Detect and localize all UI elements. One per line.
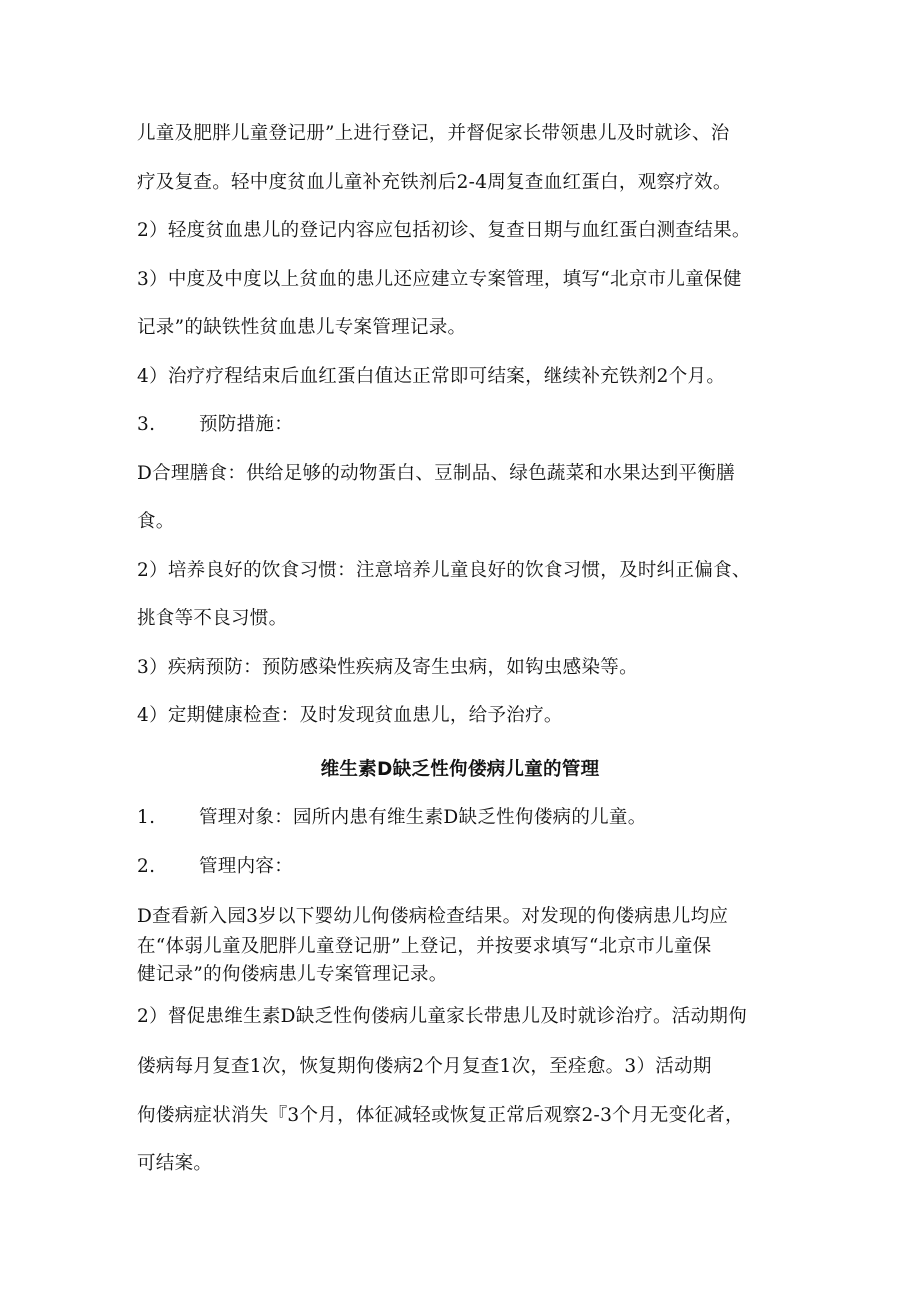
paragraph-line: 记录”的缺铁性贫血患儿专案管理记录。 [137, 317, 467, 338]
prevention-line: 食。 [137, 511, 175, 532]
prevention-line: 3）疾病预防：预防感染性疾病及寄生虫病，如钩虫感染等。 [137, 657, 638, 678]
paragraph-line: 2）轻度贫血患儿的登记内容应包括初诊、复查日期与血红蛋白测查结果。 [137, 220, 751, 241]
content-line: 可结案。 [137, 1153, 213, 1174]
prevention-line: D合理膳食：供给足够的动物蛋白、豆制品、绿色蔬菜和水果达到平衡膳 [137, 463, 735, 484]
numbered-item [137, 806, 647, 830]
content-line: D查看新入园3岁以下婴幼儿佝偻病检查结果。对发现的佝偻病患儿均应 [137, 906, 729, 927]
section-title: 维生素D缺乏性佝偻病儿童的管理 [320, 759, 600, 780]
paragraph-line: 3）中度及中度以上贫血的患儿还应建立专案管理，填写“北京市儿童保健 [137, 269, 742, 290]
numbered-item [137, 855, 293, 879]
item-number: 1. [137, 807, 156, 828]
paragraph-line: 疗及复查。轻中度贫血儿童补充铁剂后2-4周复查血红蛋白，观察疗效。 [137, 172, 732, 193]
section-label: 预防措施： [199, 414, 294, 435]
prevention-line: 4）定期健康检查：及时发现贫血患儿，给予治疗。 [137, 705, 563, 726]
content-line: 健记录”的佝偻病患儿专案管理记录。 [137, 964, 448, 985]
content-line: 2）督促患维生素D缺乏性佝偻病儿童家长带患儿及时就诊治疗。活动期佝 [137, 1006, 748, 1027]
section-number: 3. [137, 414, 156, 435]
item-text: 管理对象：园所内患有维生素D缺乏性佝偻病的儿童。 [199, 807, 647, 828]
section-heading-prevention [137, 413, 293, 437]
prevention-line: 2）培养良好的饮食习惯：注意培养儿童良好的饮食习惯，及时纠正偏食、 [137, 560, 751, 581]
item-number: 2. [137, 856, 156, 877]
item-text: 管理内容： [199, 856, 294, 877]
prevention-line: 挑食等不良习惯。 [137, 608, 288, 629]
paragraph-line: 儿童及肥胖儿童登记册”上进行登记，并督促家长带领患儿及时就诊、治 [137, 123, 730, 144]
content-line: 佝偻病症状消失『3个月，体征减轻或恢复正常后观察2-3个月无变化者， [137, 1105, 744, 1126]
paragraph-line: 4）治疗疗程结束后血红蛋白值达正常即可结案，继续补充铁剂2个月。 [137, 366, 726, 387]
content-line: 偻病每月复查1次，恢复期佝偻病2个月复查1次，至痊愈。3）活动期 [137, 1056, 712, 1077]
content-line: 在“体弱儿童及肥胖儿童登记册”上登记，并按要求填写“北京市儿童保 [137, 936, 712, 957]
